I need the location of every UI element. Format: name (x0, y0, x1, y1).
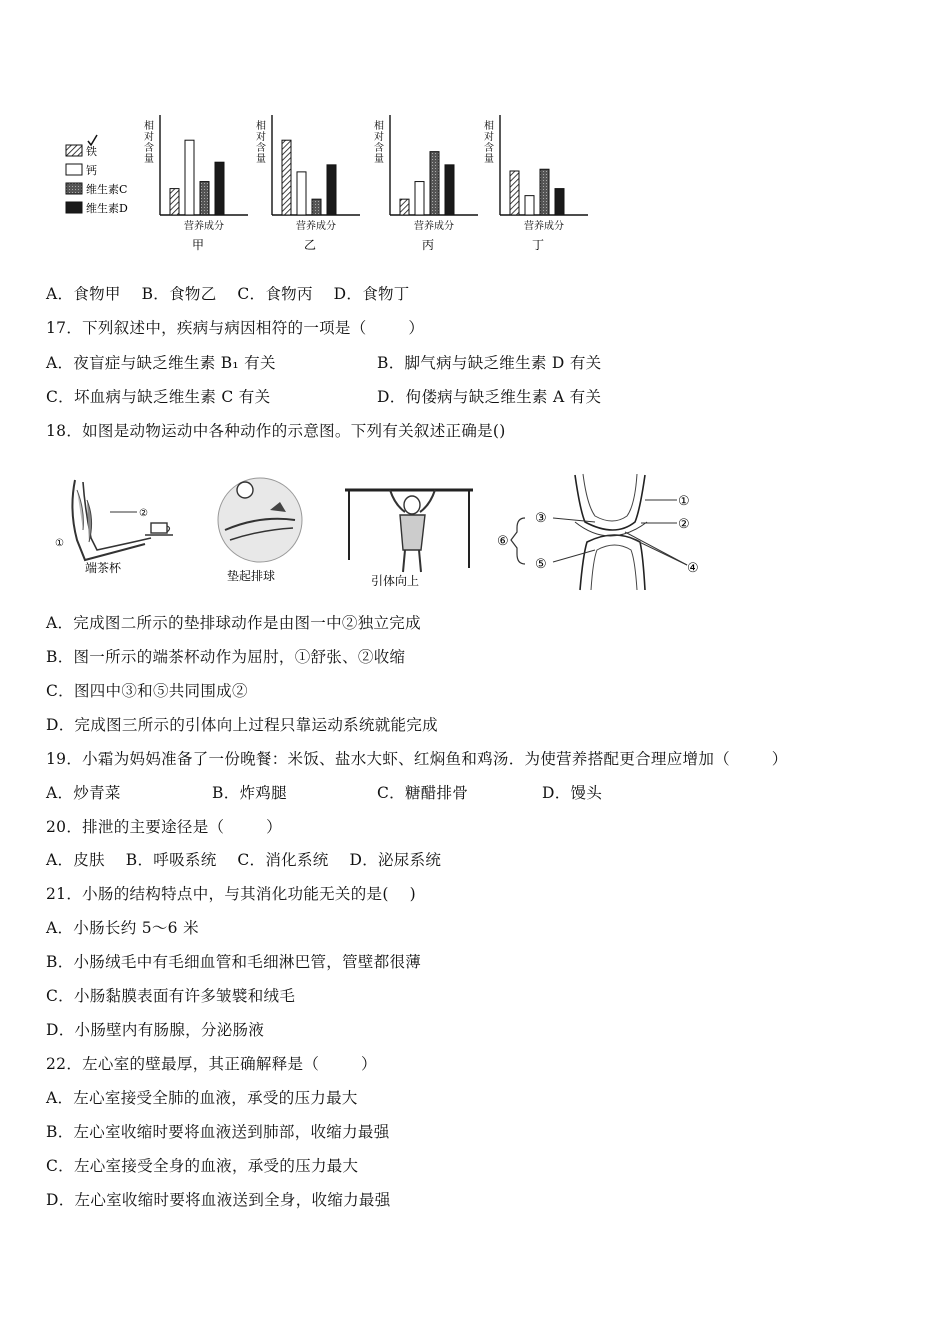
bar (430, 152, 439, 215)
bar (170, 189, 179, 215)
q22-option-b: B．左心室收缩时要将血液送到肺部，收缩力最强 (46, 1123, 390, 1141)
panel-name: 乙 (304, 238, 317, 252)
q17-stem: 17．下列叙述中，疾病与病因相符的一项是（ ） (46, 319, 425, 337)
q19-option-b: B．炸鸡腿 (212, 784, 287, 802)
legend-label: 维生素C (86, 183, 128, 196)
chart-panel (144, 115, 248, 252)
figure-volleyball (218, 478, 302, 583)
fig-label-teacup: 端茶杯 (85, 561, 122, 575)
y-axis-label: 相 (374, 121, 384, 132)
q21-stem: 21．小肠的结构特点中，与其消化功能无关的是( ) (46, 885, 416, 903)
q21-option-d: D．小肠壁内有肠腺，分泌肠液 (46, 1021, 265, 1039)
q22-option-a: A．左心室接受全肺的血液，承受的压力最大 (46, 1089, 358, 1107)
q21-option-c: C．小肠黏膜表面有许多皱襞和绒毛 (46, 987, 296, 1005)
legend-swatch (66, 145, 82, 156)
q19-option-a: A．炒青菜 (46, 784, 121, 802)
y-axis-label: 含 (374, 143, 384, 154)
mark-j4: ④ (687, 561, 699, 576)
check-mark-icon (88, 135, 97, 145)
y-axis-label: 对 (374, 132, 384, 143)
y-axis-label: 对 (484, 132, 494, 143)
q19-option-c: C．糖醋排骨 (377, 784, 469, 802)
q17-option-d: D．佝偻病与缺乏维生素 A 有关 (377, 388, 602, 406)
q22-option-c: C．左心室接受全身的血液，承受的压力最大 (46, 1157, 359, 1175)
bar (215, 162, 224, 215)
legend-swatch (66, 164, 82, 175)
panel-name: 丙 (422, 238, 435, 252)
fig-label-pullup: 引体向上 (371, 574, 420, 588)
bar (200, 182, 209, 215)
chart-panel (374, 115, 478, 252)
x-axis-label: 营养成分 (524, 221, 564, 232)
figure-pullup (345, 490, 473, 588)
q17-option-c: C．坏血病与缺乏维生素 C 有关 (46, 388, 271, 406)
q22-option-d: D．左心室收缩时要将血液送到全身，收缩力最强 (46, 1191, 391, 1209)
y-axis-label: 含 (144, 143, 154, 154)
mark-j3: ③ (535, 511, 547, 526)
q21-option-b: B．小肠绒毛中有毛细血管和毛细淋巴管，管壁都很薄 (46, 953, 422, 971)
chart-panel (256, 115, 360, 252)
mark-j6: ⑥ (497, 534, 509, 549)
bar (445, 165, 454, 215)
y-axis-label: 含 (484, 143, 494, 154)
bar (327, 165, 336, 215)
figure-joint (497, 474, 699, 590)
panel-name: 甲 (192, 238, 205, 252)
bar (297, 172, 306, 215)
legend-label: 铁 (86, 145, 97, 158)
bar (555, 189, 564, 215)
mark-2: ② (139, 508, 148, 519)
mark-1: ① (55, 538, 64, 549)
chart-legend (66, 135, 128, 215)
q17-option-b: B．脚气病与缺乏维生素 D 有关 (377, 354, 602, 372)
q19-option-d: D．馒头 (542, 784, 603, 802)
chart-panels (144, 115, 588, 252)
y-axis-label: 相 (144, 121, 154, 132)
y-axis-label: 量 (374, 154, 384, 165)
mark-j2: ② (678, 517, 690, 532)
q18-option-c: C．图四中③和⑤共同围成② (46, 682, 248, 700)
mark-j5: ⑤ (535, 557, 547, 572)
legend-label: 维生素D (86, 202, 128, 215)
q19-stem: 19．小霜为妈妈准备了一份晚餐：米饭、盐水大虾、红焖鱼和鸡汤．为使营养搭配更合理应增加（ ） (46, 750, 788, 768)
legend-swatch (66, 183, 82, 194)
movement-figures (55, 460, 715, 595)
bar (415, 182, 424, 215)
bar (185, 140, 194, 215)
bar (400, 199, 409, 215)
bar (282, 140, 291, 215)
x-axis-label: 营养成分 (414, 221, 454, 232)
y-axis-label: 量 (256, 154, 266, 165)
y-axis-label: 量 (484, 154, 494, 165)
legend-swatch (66, 202, 82, 213)
bar (540, 169, 549, 215)
y-axis-label: 对 (144, 132, 154, 143)
figure-arm-teacup (55, 480, 173, 575)
q17-option-a: A．夜盲症与缺乏维生素 B₁ 有关 (46, 354, 276, 372)
x-axis-label: 营养成分 (296, 221, 336, 232)
q22-stem: 22．左心室的壁最厚，其正确解释是（ ） (46, 1055, 377, 1073)
nutrient-bar-charts (60, 105, 620, 265)
bar (510, 171, 519, 215)
mark-j1: ① (678, 494, 690, 509)
q21-option-a: A．小肠长约 5～6 米 (46, 919, 199, 937)
x-axis-label: 营养成分 (184, 221, 224, 232)
legend-label: 钙 (86, 164, 97, 177)
y-axis-label: 含 (256, 143, 266, 154)
q18-option-b: B．图一所示的端茶杯动作为屈肘，①舒张、②收缩 (46, 648, 406, 666)
q18-stem: 18．如图是动物运动中各种动作的示意图。下列有关叙述正确是() (46, 422, 506, 440)
y-axis-label: 对 (256, 132, 266, 143)
panel-name: 丁 (532, 238, 545, 252)
y-axis-label: 相 (256, 121, 266, 132)
chart-panel (484, 115, 588, 252)
y-axis-label: 相 (484, 121, 494, 132)
bar (312, 199, 321, 215)
q20-stem: 20．排泄的主要途径是（ ） (46, 818, 282, 836)
q18-option-d: D．完成图三所示的引体向上过程只靠运动系统就能完成 (46, 716, 438, 734)
fig-label-volleyball: 垫起排球 (227, 569, 276, 583)
bar (525, 196, 534, 215)
q16-options: A．食物甲 B．食物乙 C．食物丙 D．食物丁 (46, 285, 410, 303)
y-axis-label: 量 (144, 154, 154, 165)
q20-options: A．皮肤 B．呼吸系统 C．消化系统 D．泌尿系统 (46, 851, 442, 869)
q18-option-a: A．完成图二所示的垫排球动作是由图一中②独立完成 (46, 614, 421, 632)
